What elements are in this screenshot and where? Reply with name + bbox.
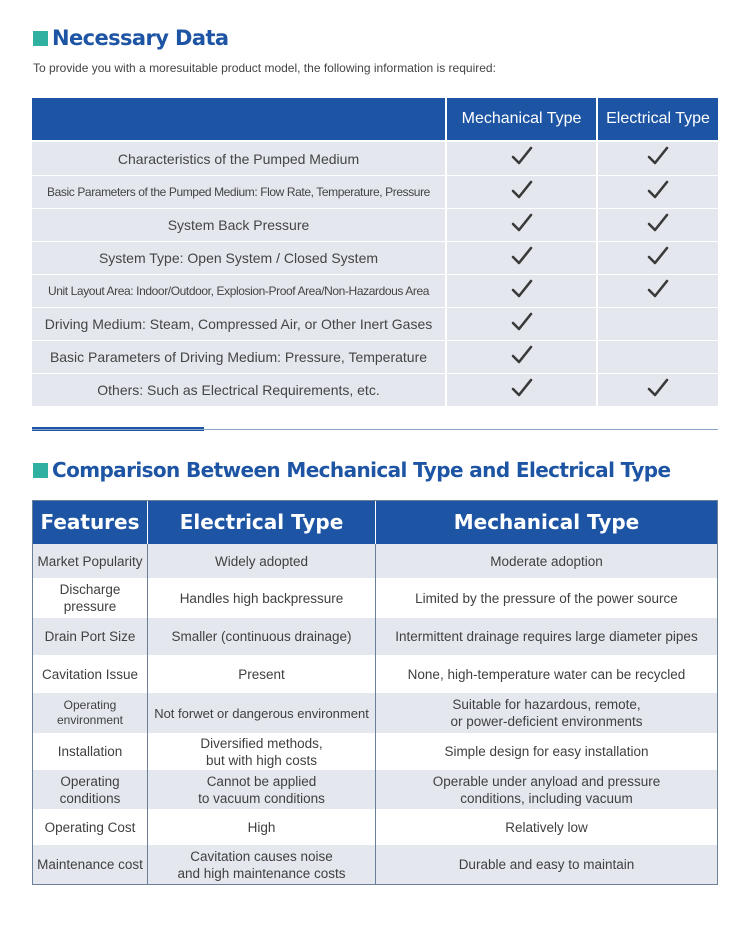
- row-label: Basic Parameters of the Pumped Medium: Flow Rate, Temperature, Pressure: [47, 185, 430, 199]
- check-icon: [511, 378, 533, 403]
- table-row: [33, 693, 717, 733]
- header-cell-electrical: Electrical Type: [598, 98, 718, 140]
- header-cell-electrical: Electrical Type: [148, 501, 376, 544]
- section-title-necessary-data: [33, 26, 228, 50]
- check-icon: [511, 312, 533, 337]
- feature-cell: Cavitation Issue: [33, 655, 148, 693]
- header-cell-blank: [32, 98, 445, 140]
- electrical-cell: [598, 242, 718, 274]
- electrical-cell: [598, 176, 718, 208]
- divider-line: [32, 429, 718, 430]
- section-title-text: Necessary Data: [52, 26, 229, 50]
- mechanical-cell: [447, 374, 596, 406]
- mechanical-cell: None, high-temperature water can be recycled: [376, 655, 717, 693]
- mechanical-cell: [447, 308, 596, 340]
- electrical-cell: [598, 341, 718, 373]
- electrical-cell: Smaller (continuous drainage): [148, 618, 376, 655]
- table-body: [33, 544, 717, 884]
- mechanical-cell: [447, 142, 596, 175]
- electrical-cell: Not forwet or dangerous environment: [148, 693, 376, 733]
- table-row: [33, 578, 717, 618]
- feature-cell: Drain Port Size: [33, 618, 148, 655]
- electrical-cell: Handles high backpressure: [148, 578, 376, 618]
- table-row: [32, 275, 718, 307]
- electrical-cell: [598, 275, 718, 307]
- row-label: System Type: Open System / Closed System: [98, 250, 379, 266]
- row-label-cell: [32, 176, 445, 208]
- electrical-cell: Diversified methods, but with high costs: [148, 733, 376, 770]
- square-marker-icon: [33, 463, 48, 478]
- mechanical-cell: [447, 341, 596, 373]
- row-label: Characteristics of the Pumped Medium: [117, 150, 360, 167]
- check-icon: [647, 279, 669, 304]
- row-label-cell: [32, 308, 445, 340]
- check-icon: [511, 146, 533, 171]
- table-row: [32, 341, 718, 373]
- feature-cell: Operating Cost: [33, 809, 148, 845]
- table-row: [33, 733, 717, 770]
- section-title-comparison: [33, 458, 670, 482]
- table-row: [33, 770, 717, 809]
- mechanical-cell: Durable and easy to maintain: [376, 845, 717, 884]
- section-subtitle: To provide you with a moresuitable product model, the following information is required:: [33, 61, 496, 75]
- check-icon: [511, 345, 533, 370]
- feature-cell: Maintenance cost: [33, 845, 148, 884]
- mechanical-cell: Operable under anyload and pressure conditions, including vacuum: [376, 770, 717, 809]
- table-row: [33, 845, 717, 884]
- electrical-cell: Widely adopted: [148, 544, 376, 578]
- row-label-cell: [32, 142, 445, 175]
- electrical-cell: [598, 209, 718, 241]
- table-row: [32, 308, 718, 340]
- feature-cell: Operating environment: [33, 693, 148, 733]
- mechanical-cell: [447, 275, 596, 307]
- mechanical-cell: Suitable for hazardous, remote, or power-deficient environments: [376, 693, 717, 733]
- row-label: Basic Parameters of Driving Medium: Pressure, Temperature: [49, 349, 428, 365]
- section-title-text: Comparison Between Mechanical Type and Electrical Type: [52, 458, 671, 482]
- row-label: Others: Such as Electrical Requirements, etc.: [97, 382, 380, 398]
- table-row: [32, 374, 718, 406]
- electrical-cell: Present: [148, 655, 376, 693]
- mechanical-cell: [447, 242, 596, 274]
- row-label: Unit Layout Area: Indoor/Outdoor, Explosion-Proof Area/Non-Hazardous Area: [47, 284, 430, 298]
- electrical-cell: Cavitation causes noise and high maintenance costs: [148, 845, 376, 884]
- electrical-cell: [598, 308, 718, 340]
- mechanical-cell: Simple design for easy installation: [376, 733, 717, 770]
- electrical-cell: [598, 142, 718, 175]
- square-marker-icon: [33, 31, 48, 46]
- header-cell-mechanical: Mechanical Type: [447, 98, 596, 140]
- check-icon: [647, 378, 669, 403]
- row-label-cell: [32, 341, 445, 373]
- check-icon: [511, 246, 533, 271]
- check-icon: [647, 246, 669, 271]
- feature-cell: Operating conditions: [33, 770, 148, 809]
- mechanical-cell: Limited by the pressure of the power source: [376, 578, 717, 618]
- check-icon: [647, 213, 669, 238]
- table-row: [33, 544, 717, 578]
- necessary-data-table: [32, 98, 718, 407]
- feature-cell: Installation: [33, 733, 148, 770]
- mechanical-cell: Moderate adoption: [376, 544, 717, 578]
- feature-cell: Market Popularity: [33, 544, 148, 578]
- check-icon: [511, 279, 533, 304]
- table-row: [32, 209, 718, 241]
- mechanical-cell: [447, 209, 596, 241]
- row-label-cell: [32, 209, 445, 241]
- mechanical-cell: [447, 176, 596, 208]
- mechanical-cell: Relatively low: [376, 809, 717, 845]
- table-row: [33, 618, 717, 655]
- row-label-cell: [32, 275, 445, 307]
- feature-cell: Discharge pressure: [33, 578, 148, 618]
- row-label-cell: [32, 242, 445, 274]
- check-icon: [511, 180, 533, 205]
- check-icon: [647, 180, 669, 205]
- table-row: [33, 809, 717, 845]
- table-row: [32, 176, 718, 208]
- table-row: [33, 655, 717, 693]
- table-body: [32, 142, 718, 406]
- check-icon: [511, 213, 533, 238]
- table-header-row: [32, 98, 718, 140]
- table-row: [32, 242, 718, 274]
- electrical-cell: High: [148, 809, 376, 845]
- header-cell-features: Features: [33, 501, 148, 544]
- row-label: System Back Pressure: [167, 217, 310, 233]
- comparison-table: [32, 500, 718, 885]
- check-icon: [647, 146, 669, 171]
- electrical-cell: [598, 374, 718, 406]
- row-label: Driving Medium: Steam, Compressed Air, or Other Inert Gases: [44, 316, 433, 332]
- electrical-cell: Cannot be applied to vacuum conditions: [148, 770, 376, 809]
- table-header-row: [33, 501, 717, 544]
- table-row: [32, 142, 718, 175]
- header-cell-mechanical: Mechanical Type: [376, 501, 717, 544]
- mechanical-cell: Intermittent drainage requires large diameter pipes: [376, 618, 717, 655]
- row-label-cell: [32, 374, 445, 406]
